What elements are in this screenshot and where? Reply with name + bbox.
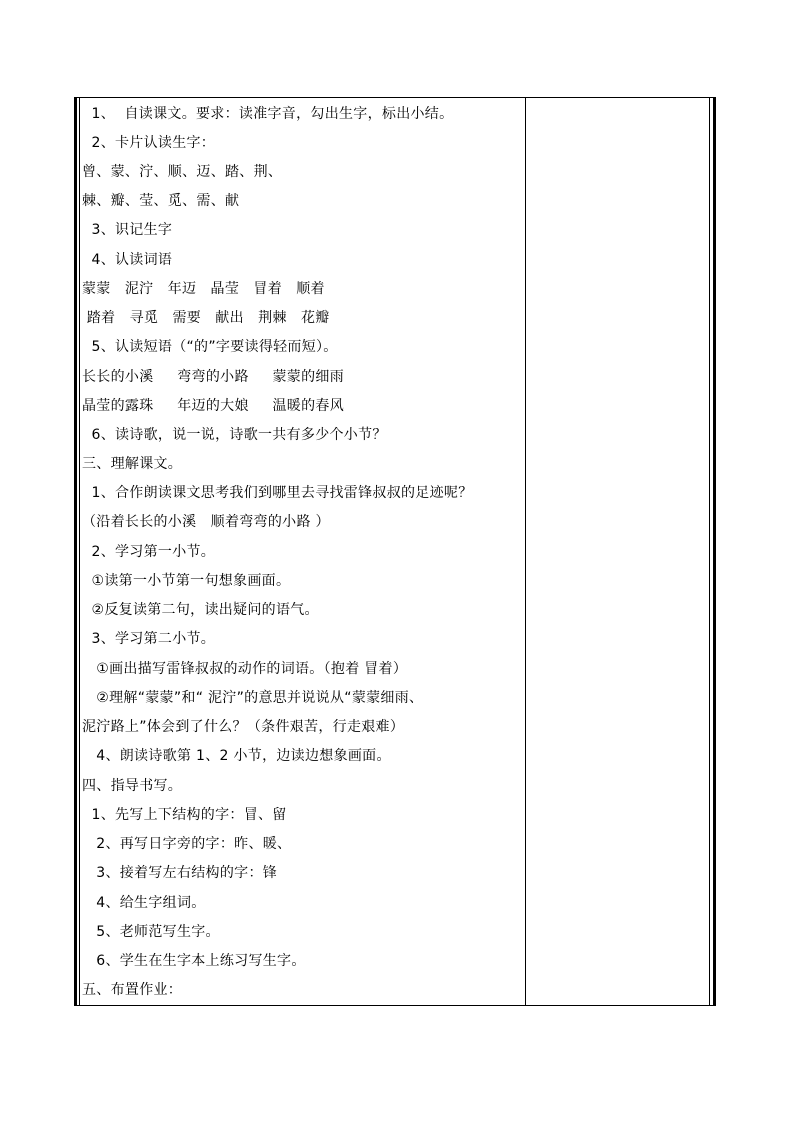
lesson-line: ②理解“蒙蒙”和“ 泥泞”的意思并说说从“蒙蒙细雨、 [82, 690, 424, 706]
lesson-line: 棘、瓣、莹、觅、需、献 [82, 193, 240, 209]
lesson-line: 长长的小溪 弯弯的小路 蒙蒙的细雨 [82, 369, 345, 385]
lesson-plan-table [74, 97, 716, 1006]
table-border-left-outer [74, 97, 77, 1006]
lesson-line: 4、认读词语 [82, 252, 173, 268]
lesson-line: 四、指导书写。 [82, 778, 183, 794]
lesson-line: 1、先写上下结构的字：冒、留 [82, 807, 287, 823]
lesson-line: 踏着 寻觅 需要 献出 荆棘 花瓣 [82, 310, 330, 326]
lesson-line: ①画出描写雷锋叔叔的动作的词语。（抱着 冒着） [82, 661, 408, 677]
lesson-line: 1、合作朗读课文思考我们到哪里去寻找雷锋叔叔的足迹呢？ [82, 485, 473, 501]
lesson-line: 4、给生字组词。 [82, 895, 206, 911]
lesson-line: 5、老师范写生字。 [82, 924, 220, 940]
lesson-line: 曾、蒙、泞、顺、迈、踏、荆、 [82, 164, 283, 180]
lesson-line: 泥泞路上”体会到了什么？（条件艰苦，行走艰难） [82, 719, 405, 735]
lesson-line: 三、理解课文。 [82, 456, 183, 472]
lesson-line: ②反复读第二句，读出疑问的语气。 [82, 602, 319, 618]
lesson-line: ①读第一小节第一句想象画面。 [82, 573, 291, 589]
lesson-line: 1、 自读课文。要求：读准字音，勾出生字，标出小结。 [82, 106, 454, 122]
lesson-line: （沿着长长的小溪 顺着弯弯的小路 ） [82, 514, 330, 530]
lesson-line: 3、接着写左右结构的字：锋 [82, 865, 278, 881]
lesson-line: 晶莹的露珠 年迈的大娘 温暖的春风 [82, 398, 345, 414]
lesson-line: 2、再写日字旁的字：昨、暖、 [82, 836, 292, 852]
table-border-right-outer [713, 97, 716, 1006]
lesson-line: 6、学生在生字本上练习写生字。 [82, 953, 306, 969]
lesson-line: 5、认读短语（“的”字要读得轻而短）。 [82, 339, 338, 355]
lesson-line: 4、朗读诗歌第 1、2 小节，边读边想象画面。 [82, 748, 391, 764]
lesson-line: 3、学习第二小节。 [82, 631, 216, 647]
lesson-line: 6、读诗歌，说一说，诗歌一共有多少个小节？ [82, 427, 387, 443]
lesson-line: 2、学习第一小节。 [82, 544, 216, 560]
lesson-line: 蒙蒙 泥泞 年迈 晶莹 冒着 顺着 [82, 281, 325, 297]
table-border-right-inner [709, 97, 710, 1006]
lesson-line: 2、卡片认读生字： [82, 135, 216, 151]
notes-cell [526, 97, 709, 1006]
lesson-line: 3、识记生字 [82, 222, 173, 238]
lesson-line: 五、布置作业： [82, 982, 183, 998]
lesson-content-cell [80, 97, 525, 1006]
